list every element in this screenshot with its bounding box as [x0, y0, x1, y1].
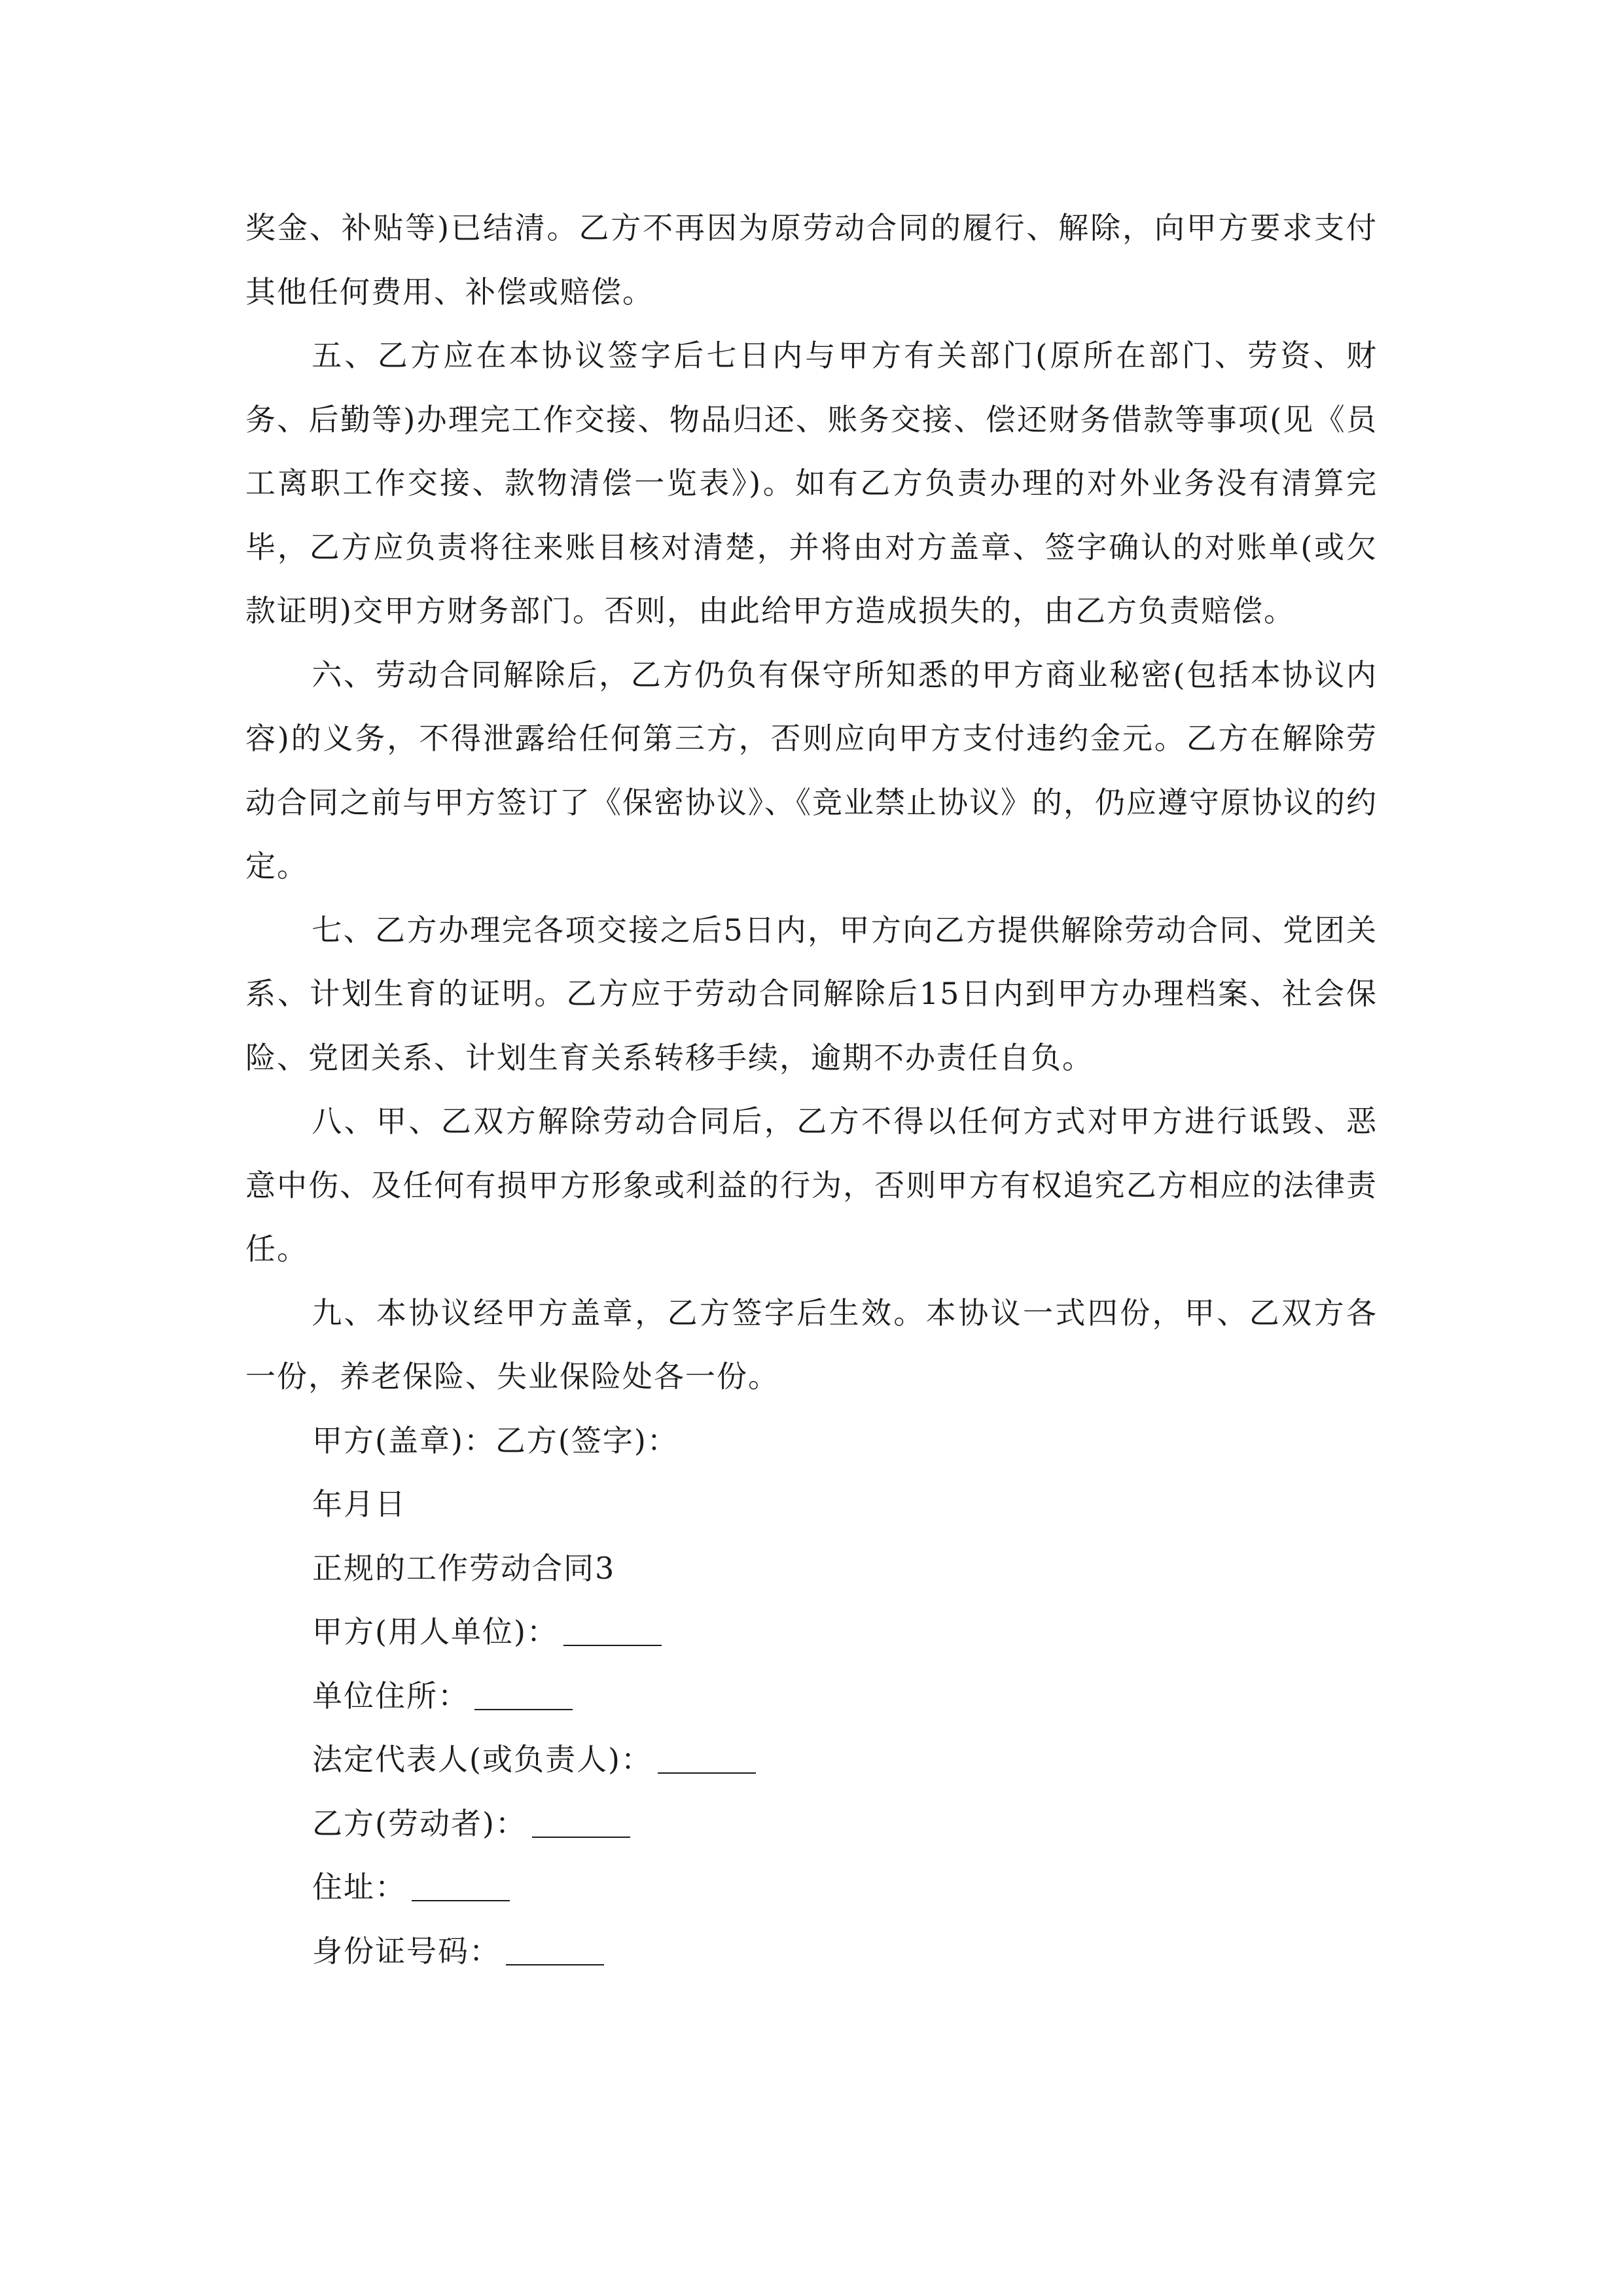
clause-five: 五、乙方应在本协议签字后七日内与甲方有关部门(原所在部门、劳资、财务、后勤等)办理完工作交接、物品归还、账务交接、偿还财务借款等事项(见《员工离职工作交接、款物清偿一览表》)。如有乙方负责办理的对外业务没有清算完毕，乙方应负责将往来账目核对清楚，并将由对方盖章、签字确认的对账单(或欠款证明)交甲方财务部门。否则，由此给甲方造成损失的，由乙方负责赔偿。	[245, 338, 1378, 628]
field-employer-address	[245, 1664, 1378, 1729]
clause-eight: 八、甲、乙双方解除劳动合同后，乙方不得以任何方式对甲方进行诋毁、恶意中伤、及任何有损甲方形象或利益的行为，否则甲方有权追究乙方相应的法律责任。	[245, 1103, 1378, 1266]
field-label: 身份证号码：	[312, 1933, 501, 1969]
blank-underline[interactable]	[532, 1806, 630, 1838]
document-body	[245, 196, 1378, 1983]
field-address	[245, 1856, 1378, 1920]
field-id-number	[245, 1920, 1378, 1984]
signature-line: 甲方(盖章)：乙方(签字)：	[312, 1422, 679, 1458]
field-label: 乙方(劳动者)：	[312, 1805, 527, 1841]
blank-underline[interactable]	[506, 1934, 604, 1965]
field-label: 住址：	[312, 1869, 406, 1905]
clause-nine: 九、本协议经甲方盖章，乙方签字后生效。本协议一式四份，甲、乙双方各一份，养老保险、失业保险处各一份。	[245, 1295, 1378, 1394]
blank-underline[interactable]	[658, 1742, 756, 1774]
field-label: 单位住所：	[312, 1677, 469, 1713]
clause-six: 六、劳动合同解除后，乙方仍负有保守所知悉的甲方商业秘密(包括本协议内容)的义务，不得泄露给任何第三方，否则应向甲方支付违约金元。乙方在解除劳动合同之前与甲方签订了《保密协议》、《竞业禁止协议》的，仍应遵守原协议的约定。	[245, 656, 1378, 884]
clause-seven: 七、乙方办理完各项交接之后5日内，甲方向乙方提供解除劳动合同、党团关系、计划生育的证明。乙方应于劳动合同解除后15日内到甲方办理档案、社会保险、党团关系、计划生育关系转移手续，逾期不办责任自负。	[245, 912, 1378, 1075]
blank-underline[interactable]	[563, 1615, 662, 1646]
field-label: 法定代表人(或负责人)：	[312, 1742, 652, 1777]
field-employee	[245, 1792, 1378, 1856]
blank-underline[interactable]	[474, 1679, 573, 1710]
field-label: 甲方(用人单位)：	[312, 1614, 558, 1649]
date-line: 年月日	[312, 1486, 406, 1522]
blank-underline[interactable]	[412, 1870, 510, 1901]
paragraph-continued: 奖金、补贴等)已结清。乙方不再因为原劳动合同的履行、解除，向甲方要求支付其他任何费用、补偿或赔偿。	[245, 210, 1378, 310]
field-legal-representative	[245, 1728, 1378, 1792]
field-employer	[245, 1600, 1378, 1664]
section-title: 正规的工作劳动合同3	[312, 1550, 616, 1586]
